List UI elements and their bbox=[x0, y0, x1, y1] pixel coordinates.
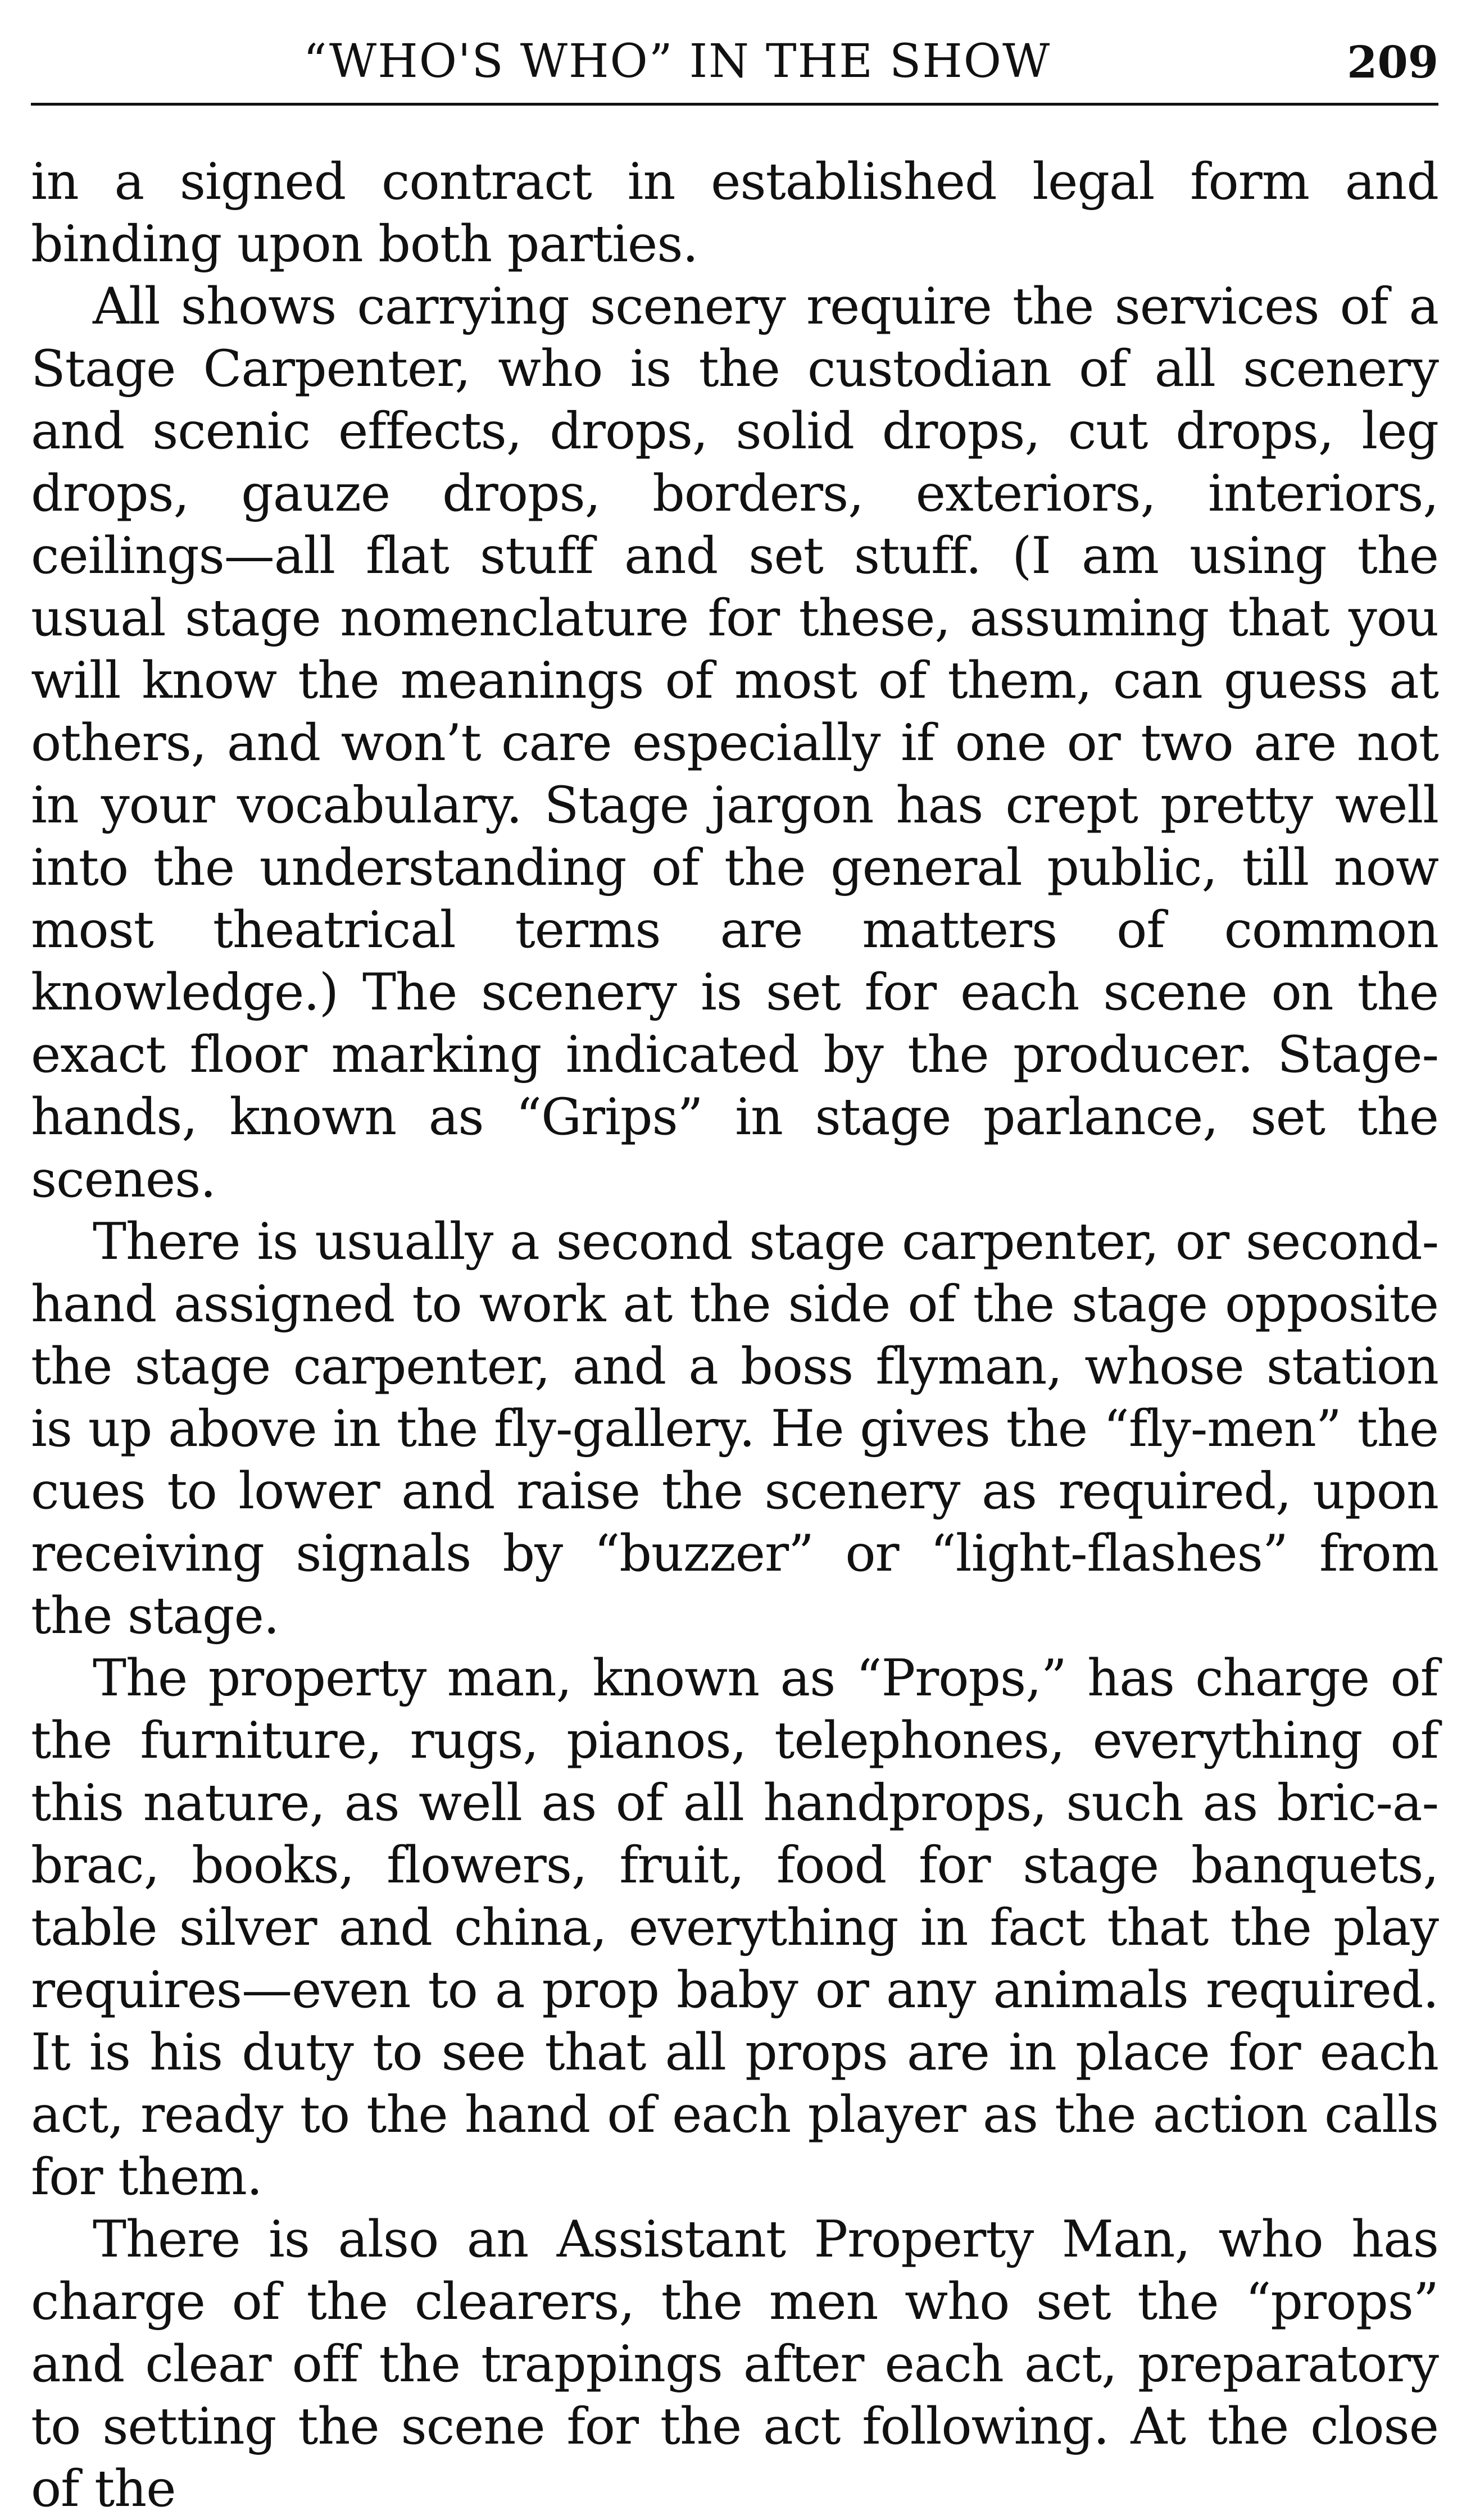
header-rule bbox=[31, 103, 1438, 106]
paragraph-property-man: The property man, known as “Props,” has charge of the furniture, rugs, pianos, telephones, everything of this nature, as well as of all handprops, such as bric-a-brac, books, flowers, fruit, food for stage banquets, table silver and china, everything in fact that the play requires—even to a prop baby or any animals required. It is his duty to see that all props are in place for each act, ready to the hand of each player as the action calls for them. bbox=[31, 1649, 1438, 2207]
paragraph-assistant-property-man: There is also an Assistant Property Man, who has charge of the clearers, the men who set the “props” and clear off the trappings after each act, preparatory to setting the scene for the act following. At the close of the bbox=[31, 2210, 1438, 2518]
running-head bbox=[31, 29, 1438, 108]
paragraph-continuation: in a signed contract in established legal form and binding upon both parties. bbox=[31, 152, 1438, 274]
body-text bbox=[31, 151, 1438, 2520]
paragraph-stage-carpenter: All shows carrying scenery require the services of a Stage Carpenter, who is the custodian of all scenery and scenic effects, drops, solid drops, cut drops, leg drops, gauze drops, borders, exteriors, interiors, ceilings—all flat stuff and set stuff. (I am using the usual stage nomenclature for these, assuming that you will know the meanings of most of them, can guess at others, and won’t care especially if one or two are not in your vocabulary. Stage jargon has crept pretty well into the understanding of the general public, till now most theatrical terms are matters of common knowledge.) The scenery is set for each scene on the exact floor marking indicated by the producer. Stage-hands, known as “Grips” in stage parlance, set the scenes. bbox=[31, 277, 1438, 1209]
paragraph-second-carpenter: There is usually a second stage carpenter, or second-hand assigned to work at the side of the stage opposite the stage carpenter, and a boss flyman, whose station is up above in the fly-gallery. He gives the “fly-men” the cues to lower and raise the scenery as required, upon receiving signals by “buzzer” or “light-flashes” from the stage. bbox=[31, 1212, 1438, 1645]
running-title: “WHO'S WHO” IN THE SHOW bbox=[303, 35, 1051, 88]
page-number: 209 bbox=[1347, 37, 1438, 88]
